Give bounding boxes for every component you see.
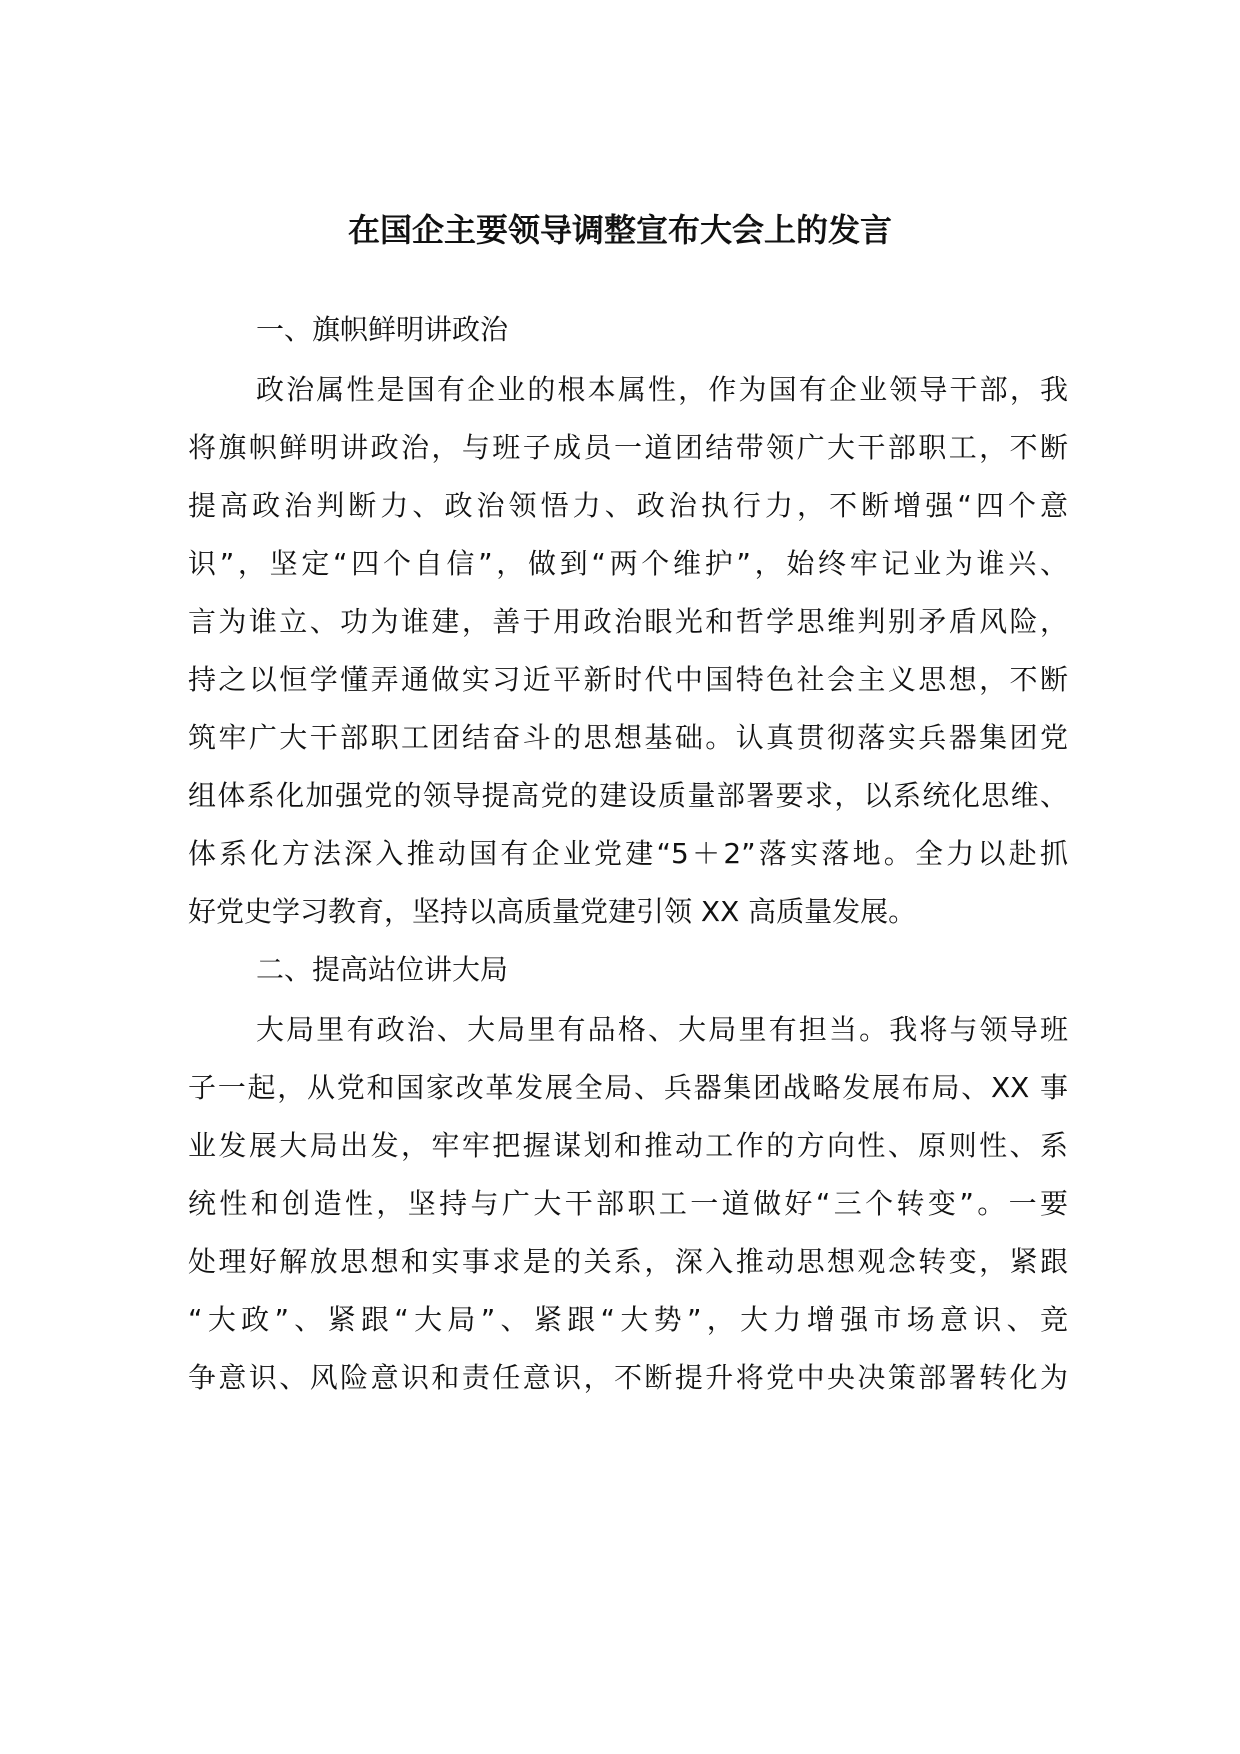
paragraph-line: 子一起，从党和国家改革发展全局、兵器集团战略发展布局、XX 事 [188, 1071, 1068, 1104]
paragraph-line: 统性和创造性，坚持与广大干部职工一道做好“三个转变”。一要 [188, 1187, 1068, 1220]
paragraph-line: 持之以恒学懂弄通做实习近平新时代中国特色社会主义思想，不断 [188, 663, 1068, 696]
paragraph-line: 大局里有政治、大局里有品格、大局里有担当。我将与领导班 [256, 1013, 1068, 1046]
paragraph-line: 将旗帜鲜明讲政治，与班子成员一道团结带领广大干部职工，不断 [188, 431, 1068, 464]
paragraph-line: 组体系化加强党的领导提高党的建设质量部署要求，以系统化思维、 [188, 779, 1068, 812]
paragraph-line: 言为谁立、功为谁建，善于用政治眼光和哲学思维判别矛盾风险， [188, 605, 1068, 638]
paragraph-line: 业发展大局出发，牢牢把握谋划和推动工作的方向性、原则性、系 [188, 1129, 1068, 1162]
paragraph-line: “大政”、紧跟“大局”、紧跟“大势”，大力增强市场意识、竞 [188, 1303, 1068, 1336]
paragraph-line: 好党史学习教育，坚持以高质量党建引领 XX 高质量发展。 [188, 895, 917, 928]
paragraph-line: 处理好解放思想和实事求是的关系，深入推动思想观念转变，紧跟 [188, 1245, 1068, 1278]
paragraph-line: 政治属性是国有企业的根本属性，作为国有企业领导干部，我 [256, 373, 1068, 406]
section-heading-1: 一、旗帜鲜明讲政治 [256, 313, 509, 346]
document-title: 在国企主要领导调整宣布大会上的发言 [347, 211, 892, 249]
section-heading-2: 二、提高站位讲大局 [256, 953, 509, 986]
paragraph-line: 识”，坚定“四个自信”，做到“两个维护”，始终牢记业为谁兴、 [188, 547, 1068, 580]
paragraph-line: 争意识、风险意识和责任意识，不断提升将党中央决策部署转化为 [188, 1361, 1068, 1394]
paragraph-line: 筑牢广大干部职工团结奋斗的思想基础。认真贯彻落实兵器集团党 [188, 721, 1068, 754]
paragraph-line: 体系化方法深入推动国有企业党建“5＋2”落实落地。全力以赴抓 [188, 837, 1068, 870]
paragraph-line: 提高政治判断力、政治领悟力、政治执行力，不断增强“四个意 [188, 489, 1068, 522]
